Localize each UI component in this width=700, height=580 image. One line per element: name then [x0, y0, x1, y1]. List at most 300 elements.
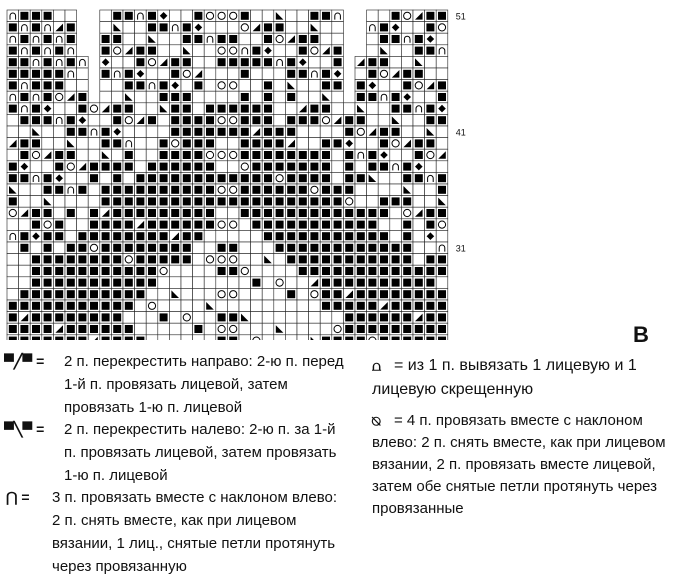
black-square-icon [345, 325, 353, 333]
black-square-icon [380, 337, 388, 340]
black-square-icon [67, 58, 75, 66]
black-square-icon [357, 279, 365, 287]
black-square-icon [32, 139, 40, 147]
black-square-icon [403, 197, 411, 205]
grid-cell [227, 230, 239, 242]
black-square-icon [345, 267, 353, 275]
grid-cell [390, 219, 402, 231]
black-square-icon [206, 139, 214, 147]
black-square-icon [426, 337, 434, 340]
grid-cell [204, 68, 216, 80]
grid-cell [251, 33, 263, 45]
grid-cell [146, 335, 158, 340]
grid-cell [65, 103, 77, 115]
grid-cell [297, 288, 309, 300]
grid-cell [297, 277, 309, 289]
grid-cell [135, 126, 147, 138]
grid-cell [355, 161, 367, 173]
black-square-icon [368, 70, 376, 78]
grid-cell [204, 91, 216, 103]
grid-cell [111, 56, 123, 68]
black-square-icon [32, 105, 40, 113]
grid-cell [135, 22, 147, 34]
grid-cell [88, 184, 100, 196]
black-square-icon [32, 325, 40, 333]
black-square-icon [276, 186, 284, 194]
legend-four-together-text: = 4 п. провязать вместе с наклоном влево: 2 п. снять вместе, как при лицевом вязании, 2 п. провязать вместе лицевой, затем обе снятые петли протянуть через провязанные [372, 412, 666, 517]
grid-cell [320, 312, 332, 324]
black-square-icon [32, 81, 40, 89]
grid-cell [297, 10, 309, 22]
grid-cell [251, 230, 263, 242]
black-square-icon [20, 116, 28, 124]
black-square-icon [102, 313, 110, 321]
black-square-icon [252, 163, 260, 171]
black-square-icon [310, 12, 318, 20]
grid-cell [413, 91, 425, 103]
grid-cell [274, 300, 286, 312]
grid-cell [135, 10, 147, 22]
grid-cell [19, 80, 31, 92]
black-square-icon [148, 279, 156, 287]
black-square-icon [426, 47, 434, 55]
grid-cell [274, 91, 286, 103]
grid-cell [204, 230, 216, 242]
grid-cell [367, 103, 379, 115]
grid-cell [274, 56, 286, 68]
black-square-icon [148, 12, 156, 20]
black-square-icon [160, 93, 168, 101]
black-square-icon [357, 244, 365, 252]
grid-cell [53, 242, 65, 254]
black-square-icon [287, 163, 295, 171]
black-square-icon [241, 70, 249, 78]
black-square-icon [194, 116, 202, 124]
grid-cell [425, 242, 437, 254]
grid-cell [436, 68, 448, 80]
black-square-icon [392, 128, 400, 136]
grid-cell [158, 126, 170, 138]
black-square-icon [357, 313, 365, 321]
black-square-icon [322, 105, 330, 113]
grid-cell [378, 300, 390, 312]
grid-cell [158, 114, 170, 126]
black-square-icon [229, 267, 237, 275]
black-square-icon [264, 209, 272, 217]
black-square-icon [299, 255, 307, 263]
grid-cell [7, 10, 19, 22]
black-square-icon [125, 197, 133, 205]
grid-cell [378, 10, 390, 22]
black-square-icon [113, 116, 121, 124]
black-square-icon [438, 93, 446, 101]
black-square-icon [55, 151, 63, 159]
black-square-icon [32, 302, 40, 310]
black-square-icon [241, 105, 249, 113]
grid-cell [193, 300, 205, 312]
black-square-icon [426, 267, 434, 275]
black-square-icon [55, 255, 63, 263]
black-square-icon [32, 47, 40, 55]
black-square-icon [438, 325, 446, 333]
black-square-icon [102, 255, 110, 263]
grid-cell [7, 91, 19, 103]
grid-cell [413, 242, 425, 254]
grid-cell [193, 277, 205, 289]
grid-cell [262, 242, 274, 254]
grid-cell [390, 68, 402, 80]
black-square-icon [67, 128, 75, 136]
grid-cell [274, 254, 286, 266]
black-square-icon [113, 244, 121, 252]
grid-cell [320, 56, 332, 68]
grid-cell [204, 288, 216, 300]
black-square-icon [160, 313, 168, 321]
black-square-icon [287, 244, 295, 252]
grid-cell [413, 219, 425, 231]
grid-cell [19, 265, 31, 277]
grid-cell [425, 91, 437, 103]
grid-cell [7, 254, 19, 266]
grid-cell [309, 323, 321, 335]
grid-cell [100, 114, 112, 126]
black-square-icon [403, 302, 411, 310]
black-square-icon [380, 267, 388, 275]
black-square-icon [218, 35, 226, 43]
black-square-icon [229, 128, 237, 136]
grid-cell [239, 300, 251, 312]
black-square-icon [264, 128, 272, 136]
grid-cell [332, 161, 344, 173]
grid-cell [239, 230, 251, 242]
black-square-icon [322, 267, 330, 275]
grid-cell [204, 265, 216, 277]
cross-left-symbol: ▀╲▀ = [4, 421, 45, 437]
black-square-icon [194, 81, 202, 89]
black-square-icon [44, 58, 52, 66]
grid-cell [262, 277, 274, 289]
grid-cell [227, 161, 239, 173]
black-square-icon [345, 186, 353, 194]
black-square-icon [299, 70, 307, 78]
grid-cell [7, 288, 19, 300]
black-square-icon [426, 105, 434, 113]
black-square-icon [264, 174, 272, 182]
grid-cell [135, 161, 147, 173]
black-square-icon [206, 197, 214, 205]
grid-cell [309, 22, 321, 34]
black-square-icon [392, 290, 400, 298]
black-square-icon [125, 325, 133, 333]
black-square-icon [90, 221, 98, 229]
black-square-icon [102, 232, 110, 240]
black-square-icon [78, 128, 86, 136]
black-square-icon [9, 58, 17, 66]
black-square-icon [206, 209, 214, 217]
black-square-icon [357, 232, 365, 240]
black-square-icon [287, 174, 295, 182]
black-square-icon [334, 302, 342, 310]
grid-cell [100, 149, 112, 161]
black-square-icon [125, 186, 133, 194]
black-square-icon [113, 279, 121, 287]
black-square-icon [287, 151, 295, 159]
black-square-icon [113, 139, 121, 147]
grid-cell [88, 114, 100, 126]
black-square-icon [125, 267, 133, 275]
black-square-icon [113, 337, 121, 340]
grid-cell [413, 254, 425, 266]
grid-cell [65, 10, 77, 22]
grid-cell [367, 45, 379, 57]
black-square-icon [44, 290, 52, 298]
grid-cell [274, 68, 286, 80]
black-square-icon [252, 139, 260, 147]
black-square-icon [148, 163, 156, 171]
grid-cell [42, 45, 54, 57]
black-square-icon [241, 128, 249, 136]
grid-cell [158, 335, 170, 340]
black-square-icon [183, 221, 191, 229]
grid-cell [181, 323, 193, 335]
black-square-icon [55, 267, 63, 275]
grid-cell [401, 126, 413, 138]
black-square-icon [20, 244, 28, 252]
black-square-icon [310, 35, 318, 43]
grid-cell [227, 300, 239, 312]
black-square-icon [44, 70, 52, 78]
black-square-icon [113, 35, 121, 43]
black-square-icon [102, 197, 110, 205]
black-square-icon [415, 302, 423, 310]
black-square-icon [183, 35, 191, 43]
black-square-icon [334, 279, 342, 287]
black-square-icon [125, 232, 133, 240]
black-square-icon [380, 23, 388, 31]
black-square-icon [55, 232, 63, 240]
black-square-icon [183, 116, 191, 124]
black-square-icon [322, 255, 330, 263]
black-square-icon [357, 221, 365, 229]
black-square-icon [380, 244, 388, 252]
grid-cell [19, 219, 31, 231]
black-square-icon [241, 116, 249, 124]
black-square-icon [403, 70, 411, 78]
black-square-icon [426, 302, 434, 310]
black-square-icon [183, 151, 191, 159]
black-square-icon [20, 93, 28, 101]
grid-cell [53, 196, 65, 208]
grid-cell [19, 22, 31, 34]
black-square-icon [32, 221, 40, 229]
grid-cell [181, 335, 193, 340]
black-square-icon [229, 313, 237, 321]
grid-cell [146, 288, 158, 300]
black-square-icon [32, 209, 40, 217]
grid-cell [262, 10, 274, 22]
row-number: 41 [455, 127, 466, 138]
grid-cell [53, 103, 65, 115]
black-square-icon [241, 93, 249, 101]
grid-cell [7, 230, 19, 242]
black-square-icon [357, 302, 365, 310]
black-square-icon [171, 244, 179, 252]
grid-cell [401, 149, 413, 161]
black-square-icon [20, 232, 28, 240]
grid-cell [285, 300, 297, 312]
black-square-icon [78, 232, 86, 240]
grid-cell [30, 33, 42, 45]
black-square-icon [55, 163, 63, 171]
black-square-icon [403, 290, 411, 298]
grid-cell [77, 219, 89, 231]
grid-cell [193, 335, 205, 340]
grid-cell [77, 196, 89, 208]
black-square-icon [67, 23, 75, 31]
black-square-icon [345, 174, 353, 182]
black-square-icon [44, 209, 52, 217]
black-square-icon [345, 151, 353, 159]
grid-cell [204, 56, 216, 68]
grid-cell [425, 126, 437, 138]
black-square-icon [136, 174, 144, 182]
black-square-icon [380, 139, 388, 147]
grid-cell [285, 22, 297, 34]
black-square-icon [380, 128, 388, 136]
grid-cell [30, 91, 42, 103]
grid-cell [425, 56, 437, 68]
black-square-icon [67, 290, 75, 298]
black-square-icon [160, 232, 168, 240]
black-square-icon [287, 232, 295, 240]
grid-cell [181, 45, 193, 57]
black-square-icon [194, 221, 202, 229]
black-square-icon [113, 267, 121, 275]
black-square-icon [426, 325, 434, 333]
grid-cell [413, 230, 425, 242]
black-square-icon [426, 209, 434, 217]
grid-cell [158, 277, 170, 289]
arch-symbol: ⋂ = [6, 489, 30, 505]
black-square-icon [299, 151, 307, 159]
black-square-icon [32, 290, 40, 298]
black-square-icon [218, 313, 226, 321]
grid-cell [332, 22, 344, 34]
black-square-icon [403, 255, 411, 263]
grid-cell [390, 80, 402, 92]
black-square-icon [113, 221, 121, 229]
black-square-icon [403, 81, 411, 89]
black-square-icon [90, 325, 98, 333]
grid-cell [297, 138, 309, 150]
grid-cell [53, 56, 65, 68]
grid-cell [181, 10, 193, 22]
grid-cell [355, 196, 367, 208]
black-square-icon [20, 58, 28, 66]
black-square-icon [252, 151, 260, 159]
black-square-icon [78, 244, 86, 252]
black-square-icon [113, 313, 121, 321]
grid-cell [285, 45, 297, 57]
black-square-icon [183, 186, 191, 194]
black-square-icon [20, 70, 28, 78]
black-square-icon [125, 163, 133, 171]
grid-cell [135, 138, 147, 150]
black-square-icon [90, 255, 98, 263]
black-square-icon [345, 279, 353, 287]
grid-cell [309, 56, 321, 68]
black-square-icon [20, 290, 28, 298]
grid-cell [320, 22, 332, 34]
black-square-icon [426, 23, 434, 31]
black-square-icon [380, 255, 388, 263]
black-square-icon [276, 197, 284, 205]
black-square-icon [148, 255, 156, 263]
grid-cell [436, 277, 448, 289]
grid-cell [100, 10, 112, 22]
cross-right-symbol: ▀╱▀ = [4, 353, 45, 369]
grid-cell [216, 91, 228, 103]
black-square-icon [276, 221, 284, 229]
black-square-icon [322, 70, 330, 78]
black-square-icon [102, 337, 110, 340]
black-square-icon [194, 139, 202, 147]
black-square-icon [299, 232, 307, 240]
black-square-icon [345, 128, 353, 136]
black-square-icon [102, 221, 110, 229]
grid-cell [239, 80, 251, 92]
grid-cell [100, 91, 112, 103]
black-square-icon [125, 81, 133, 89]
black-square-icon [334, 267, 342, 275]
black-square-icon [264, 81, 272, 89]
grid-cell [65, 68, 77, 80]
grid-cell [216, 207, 228, 219]
black-square-icon [438, 186, 446, 194]
grid-cell [251, 300, 263, 312]
grid-cell [309, 80, 321, 92]
grid-cell [204, 277, 216, 289]
black-square-icon [264, 58, 272, 66]
black-square-icon [32, 116, 40, 124]
grid-cell [123, 126, 135, 138]
black-square-icon [241, 12, 249, 20]
grid-cell [65, 80, 77, 92]
grid-cell [378, 91, 390, 103]
grid-cell [169, 300, 181, 312]
grid-cell [77, 80, 89, 92]
black-square-icon [334, 221, 342, 229]
black-square-icon [148, 23, 156, 31]
grid-cell [320, 45, 332, 57]
grid-cell [30, 184, 42, 196]
black-square-icon [171, 186, 179, 194]
black-square-icon [380, 325, 388, 333]
grid-cell [262, 323, 274, 335]
black-square-icon [183, 23, 191, 31]
grid-cell [123, 312, 135, 324]
black-square-icon [148, 244, 156, 252]
grid-cell [169, 22, 181, 34]
grid-cell [42, 161, 54, 173]
grid-cell [123, 22, 135, 34]
black-square-icon [206, 116, 214, 124]
grid-cell [332, 126, 344, 138]
black-square-icon [403, 267, 411, 275]
black-square-icon [310, 174, 318, 182]
black-square-icon [20, 302, 28, 310]
grid-cell [309, 300, 321, 312]
